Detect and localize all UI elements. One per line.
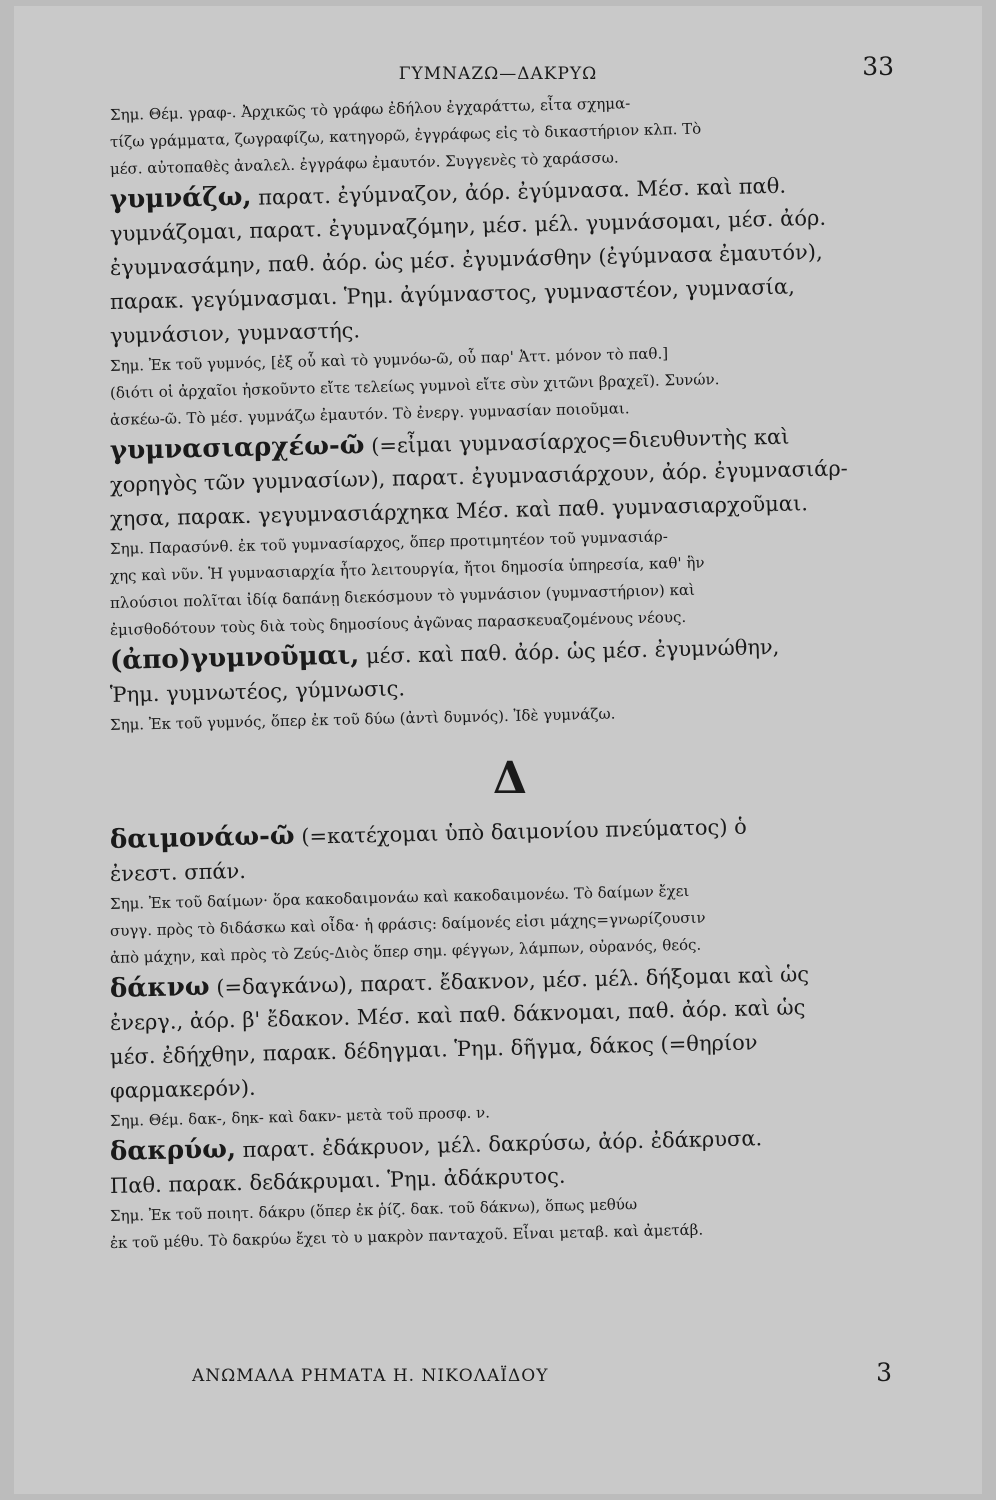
text-line: ἐκ τοῦ μέθυ. Τὸ δακρύω ἔχει τὸ υ μακρὸν πανταχοῦ. Εἶναι μεταβ. καὶ ἀμετάβ. [109, 1220, 704, 1252]
text-line: μέσ. ἐδήχθην, παρακ. δέδηγμαι. Ῥημ. δῆγμα, δάκος (=θηρίον [109, 1030, 758, 1069]
entry-line: δακρύω, παρατ. ἐδάκρυον, μέλ. δακρύσω, ἀόρ. ἐδάκρυσα. [109, 1126, 763, 1167]
text-line: Σημ. Ἐκ τοῦ δαίμων· ὅρα κακοδαιμονάω καὶ κακοδαιμονέω. Τὸ δαίμων ἔχει [109, 881, 690, 913]
lemma: (ἀπο)γυμνοῦμαι, [109, 640, 360, 676]
text-line: συγγ. πρὸς τὸ διδάσκω καὶ οἶδα· ἡ φράσις: δαίμονές εἰσι μάχης=γνωρίζουσιν [109, 908, 706, 940]
text-line: ἀπὸ μάχην, καὶ πρὸς τὸ Ζεύς-Διὸς ὅπερ σημ. φέγγων, λάμπων, οὐρανός, θεός. [109, 935, 702, 967]
footer-title: ΑΝΩΜΑΛΑ ΡΗΜΑΤΑ Η. ΝΙΚΟΛΑΪΔΟΥ [192, 1366, 549, 1386]
text-line: ἀσκέω-ῶ. Τὸ μέσ. γυμνάζω ἐμαυτόν. Τὸ ἐνεργ. γυμνασίαν ποιοῦμαι. [109, 399, 630, 429]
page-body [109, 94, 910, 1257]
entry-line: γυμνάζω, παρατ. ἐγύμναζον, ἀόρ. ἐγύμνασα. Μέσ. καὶ παθ. [109, 173, 787, 215]
text-line: Σημ. Παρασύνθ. ἐκ τοῦ γυμνασίαρχος, ὅπερ προτιμητέον τοῦ γυμνασιάρ- [109, 527, 669, 558]
section-letter: Δ [492, 753, 528, 804]
lemma: δακρύω, [109, 1134, 237, 1167]
text-line: Σημ. Θέμ. δακ-, δηκ- καὶ δακν- μετὰ τοῦ προσφ. ν. [109, 1103, 491, 1130]
text-line: Σημ. Ἐκ τοῦ γυμνός, ὅπερ ἐκ τοῦ δύω (ἀντὶ δυμνός). Ἰδὲ γυμνάζω. [109, 704, 616, 734]
text-line: παρακ. γεγύμνασμαι. Ῥημ. ἀγύμναστος, γυμναστέον, γυμνασία, [109, 274, 795, 314]
lemma: γυμνάζω, [109, 181, 252, 215]
text-line: Σημ. Ἐκ τοῦ γυμνός, [ἐξ οὗ καὶ τὸ γυμνόω-ῶ, οὗ παρ' Ἀττ. μόνον τὸ παθ.] [109, 344, 669, 375]
entry-line: δαιμονάω-ῶ (=κατέχομαι ὑπὸ δαιμονίου πνεύματος) ὁ [109, 814, 748, 855]
running-head: ΓΥΜΝΑΖΩ—ΔΑΚΡΥΩ [398, 64, 598, 84]
text-line: χησα, παρακ. γεγυμνασιάρχηκα Μέσ. καὶ παθ. γυμνασιαρχοῦμαι. [109, 491, 809, 531]
text-line: χορηγὸς τῶν γυμνασίων), παρατ. ἐγυμνασιάρχουν, ἀόρ. ἐγυμνασιάρ- [109, 456, 849, 497]
signature-number: 3 [876, 1358, 892, 1387]
page-number: 33 [862, 52, 894, 81]
text-line: χης καὶ νῦν. Ἡ γυμνασιαρχία ἦτο λειτουργία, ἤτοι δημοσία ὑπηρεσία, καθ' ἣν [109, 553, 705, 585]
text-line: μέσ. αὐτοπαθὲς ἀναλελ. ἐγγράφω ἐμαυτόν. Συγγενὲς τὸ χαράσσω. [109, 148, 619, 178]
text-line: ἐνεστ. σπάν. [109, 858, 247, 886]
book-page [14, 6, 982, 1494]
text-line: ἐνεργ., ἀόρ. β' ἔδακον. Μέσ. καὶ παθ. δάκνομαι, παθ. ἀόρ. καὶ ὡς [109, 995, 806, 1035]
text-line: φαρμακερόν). [109, 1075, 256, 1103]
text-line: τίζω γράμματα, ζωγραφίζω, κατηγορῶ, ἐγγράφως εἰς τὸ δικαστήριον κλπ. Τὸ [109, 119, 702, 151]
text-line: Σημ. Ἐκ τοῦ ποιητ. δάκρυ (ὅπερ ἐκ ῥίζ. δακ. τοῦ δάκνω), ὅπως μεθύω [109, 1195, 638, 1225]
lemma: δαιμονάω-ῶ [109, 820, 295, 855]
text-line: Σημ. Θέμ. γραφ-. Ἀρχικῶς τὸ γράφω ἐδήλου ἐγχαράττω, εἶτα σχημα- [109, 94, 631, 124]
entry-line: γυμνασιαρχέω-ῶ (=εἶμαι γυμνασίαρχος=διευθυντὴς καὶ [109, 424, 790, 466]
entry-line: (ἀπο)γυμνοῦμαι, μέσ. καὶ παθ. ἀόρ. ὡς μέσ. ἐγυμνώθην, [109, 634, 780, 676]
lemma: γυμνασιαρχέω-ῶ [109, 430, 365, 466]
text-line: ἐγυμνασάμην, παθ. ἀόρ. ὡς μέσ. ἐγυμνάσθην (ἐγύμνασα ἐμαυτόν), [109, 239, 823, 280]
text-line: γυμνάζομαι, παρατ. ἐγυμναζόμην, μέσ. μέλ. γυμνάσομαι, μέσ. ἀόρ. [109, 205, 827, 246]
text-line: Παθ. παρακ. δεδάκρυμαι. Ῥημ. ἀδάκρυτος. [109, 1163, 566, 1198]
entry-line: δάκνω (=δαγκάνω), παρατ. ἔδακνον, μέσ. μέλ. δήξομαι καὶ ὡς [109, 962, 810, 1004]
text-line: Ῥημ. γυμνωτέος, γύμνωσις. [109, 676, 406, 707]
text-line: ἐμισθοδότουν τοὺς διὰ τοὺς δημοσίους ἀγῶνας παρασκευαζομένους νέους. [109, 607, 687, 639]
text-line: γυμνάσιον, γυμναστής. [109, 318, 361, 348]
text-line: (διότι οἱ ἀρχαῖοι ἠσκοῦντο εἴτε τελείως γυμνοὶ εἴτε σὺν χιτῶνι βραχεῖ). Συνών. [109, 370, 720, 402]
text-line: πλούσιοι πολῖται ἰδίᾳ δαπάνῃ διεκόσμουν τὸ γυμνάσιον (γυμναστήριον) καὶ [109, 580, 696, 612]
lemma: δάκνω [109, 971, 210, 1004]
